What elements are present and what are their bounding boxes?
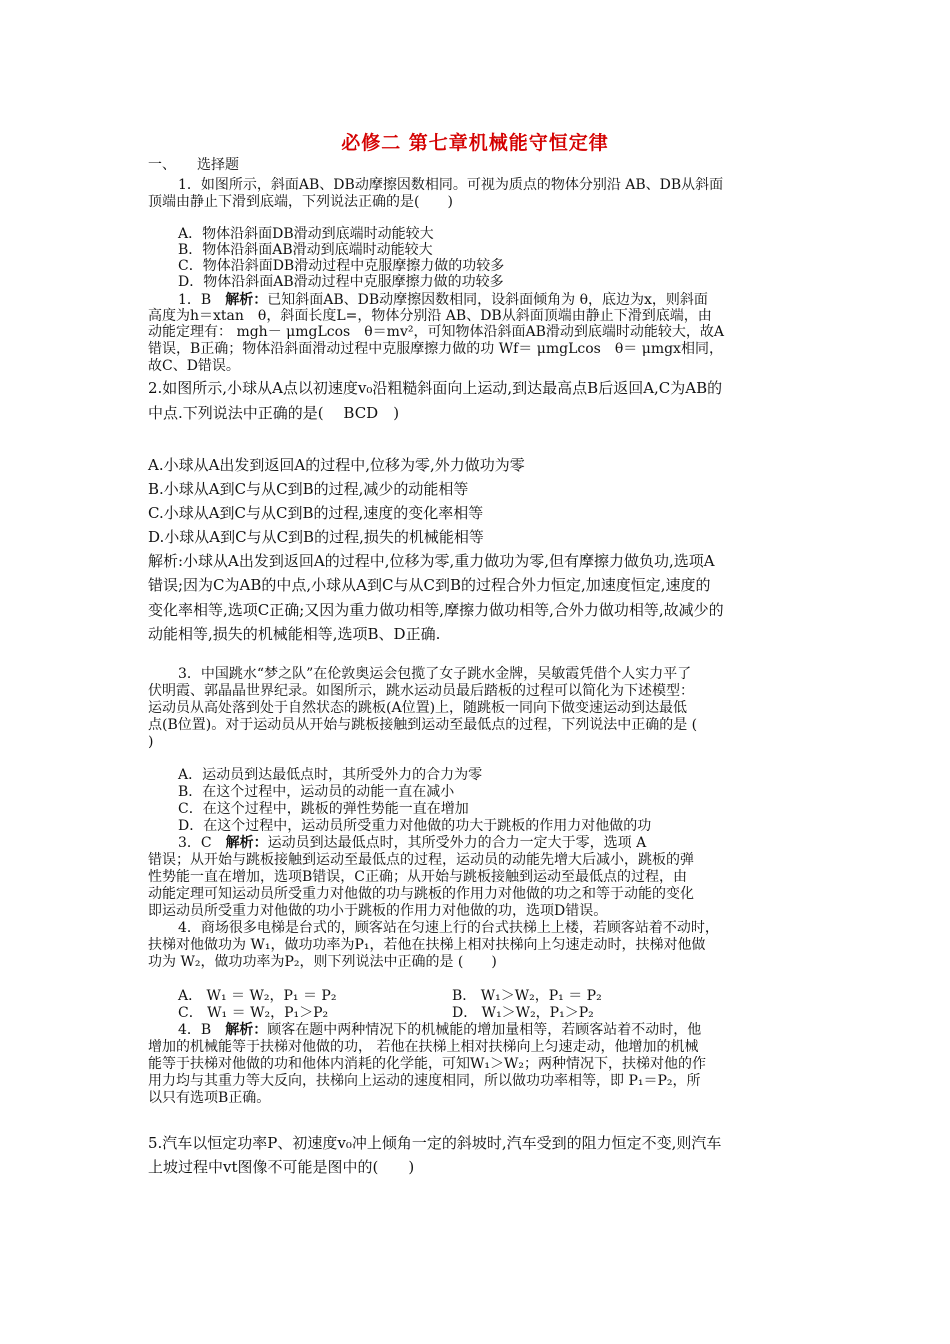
q3-line-3: 运动员从高处落到处于自然状态的跳板(A位置)上，随跳板一同向下做变速运动到达最低 [148, 700, 688, 716]
q1-option-a: A．物体沿斜面DB滑动到底端时动能较大 [178, 226, 434, 242]
q1-answer-line-2: 高度为h＝xtan θ，斜面长度L=，物体分别沿 AB、DB从斜面顶端由静止下滑到底端，由 [148, 308, 712, 324]
q1-option-b: B．物体沿斜面AB滑动到底端时动能较大 [178, 242, 433, 258]
q3-answer-line-3: 性势能一直在增加，选项B错误，C正确；从开始与跳板接触到运动至最低点的过程，由 [148, 869, 687, 885]
q3-answer-text: 运动员到达最低点时，其所受外力的合力一定大于零，选项 A [267, 835, 647, 851]
section-heading: 一、 选择题 [148, 157, 239, 173]
q3-line-2: 伏明霞、郭晶晶世界纪录。如图所示，跳水运动员最后踏板的过程可以简化为下述模型： [148, 683, 694, 699]
q4-answer-line-5: 以只有选项B正确。 [148, 1090, 271, 1106]
q2-option-c: C.小球从A到C与从C到B的过程,速度的变化率相等 [148, 504, 484, 522]
q1-line-2: 顶端由静止下滑到底端，下列说法正确的是( ) [148, 194, 453, 210]
q1-answer-line-3: 动能定理有： mgh－ μmgLcos θ＝mv²，可知物体沿斜面AB滑动到底端时动能较大，故A [148, 324, 724, 340]
q3-option-a: A．运动员到达最低点时，其所受外力的合力为零 [178, 767, 483, 783]
q4-option-c: C． W₁ ＝ W₂，P₁＞P₂ [178, 1005, 329, 1021]
q1-answer-line-5: 故C、D错误。 [148, 358, 240, 374]
q4-answer-line-3: 能等于扶梯对他做的功和他体内消耗的化学能，可知W₁＞W₂；两种情况下，扶梯对他的作 [148, 1056, 707, 1072]
q2-option-d: D.小球从A到C与从C到B的过程,损失的机械能相等 [148, 528, 484, 546]
q2-analysis-line-2: 错误;因为C为AB的中点,小球从A到C与从C到B的过程合外力恒定,加速度恒定,速度的 [148, 576, 711, 594]
q2-analysis-line-1: 解析:小球从A出发到返回A的过程中,位移为零,重力做功为零,但有摩擦力做负功,选项A [148, 552, 715, 570]
q1-line-1: 1．如图所示，斜面AB、DB动摩擦因数相同。可视为质点的物体分别沿 AB、DB从斜面 [178, 177, 724, 193]
q3-answer-line-2: 错误；从开始与跳板接触到运动至最低点的过程，运动员的动能先增大后减小，跳板的弹 [148, 852, 694, 868]
q2-option-b: B.小球从A到C与从C到B的过程,减少的动能相等 [148, 480, 469, 498]
q1-option-c: C．物体沿斜面DB滑动过程中克服摩擦力做的功较多 [178, 258, 505, 274]
q1-answer-line-4: 错误，B正确；物体沿斜面滑动过程中克服摩擦力做的功 Wf＝ μmgLcos θ＝ μmgx相同， [148, 341, 723, 357]
q3-line-1: 3．中国跳水“梦之队”在伦敦奥运会包揽了女子跳水金牌，吴敏霞凭借个人实力平了 [178, 666, 692, 682]
q4-answer-line-4: 用力均与其重力等大反向，扶梯向上运动的速度相同，所以做功功率相等，即 P₁＝P₂，所 [148, 1073, 701, 1089]
q5-line-1: 5.汽车以恒定功率P、初速度v₀冲上倾角一定的斜坡时,汽车受到的阻力恒定不变,则汽车 [148, 1134, 722, 1152]
q3-line-5: ) [148, 734, 154, 750]
q1-option-d: D．物体沿斜面AB滑动过程中克服摩擦力做的功较多 [178, 274, 504, 290]
q4-answer-bold: 解析： [225, 1022, 268, 1038]
q2-analysis-line-4: 动能相等,损失的机械能相等,选项B、D正确. [148, 625, 441, 643]
q3-line-4: 点(B位置)。对于运动员从开始与跳板接触到运动至最低点的过程，下列说法中正确的是 ( [148, 717, 698, 733]
q4-line-1: 4．商场很多电梯是台式的，顾客站在匀速上行的台式扶梯上上楼，若顾客站着不动时， [178, 920, 719, 936]
q4-answer-label: 4．B [178, 1022, 226, 1038]
q4-option-d: D． W₁＞W₂，P₁＞P₂ [452, 1005, 594, 1021]
q1-answer-line-1 [178, 292, 708, 308]
q1-answer-bold: 解析： [225, 292, 268, 308]
q3-answer-line-4: 动能定理可知运动员所受重力对他做的功与跳板的作用力对他做的功之和等于动能的变化 [148, 886, 694, 902]
q3-answer-label: 3．C [178, 835, 226, 851]
q4-line-2: 扶梯对他做功为 W₁，做功功率为P₁，若他在扶梯上相对扶梯向上匀速走动时，扶梯对他做 [148, 937, 706, 953]
q2-line-1: 2.如图所示,小球从A点以初速度v₀沿粗糙斜面向上运动,到达最高点B后返回A,C为AB的 [148, 379, 723, 397]
q5-line-2: 上坡过程中vt图像不可能是图中的( ) [148, 1158, 415, 1176]
q3-answer-line-1 [178, 835, 646, 851]
q4-line-3: 功为 W₂，做功功率为P₂，则下列说法中正确的是 ( ) [148, 954, 497, 970]
q1-answer-text: 已知斜面AB、DB动摩擦因数相同，设斜面倾角为 θ，底边为x，则斜面 [267, 292, 708, 308]
q2-option-a: A.小球从A出发到返回A的过程中,位移为零,外力做功为零 [148, 456, 525, 474]
q4-answer-text: 顾客在题中两种情况下的机械能的增加量相等，若顾客站着不动时，他 [267, 1022, 702, 1038]
q4-answer-line-2: 增加的机械能等于扶梯对他做的功， 若他在扶梯上相对扶梯向上匀速走动，他增加的机械 [148, 1039, 699, 1055]
q3-answer-bold: 解析： [225, 835, 268, 851]
q3-answer-line-5: 即运动员所受重力对他做的功小于跳板的作用力对他做的功，选项D错误。 [148, 903, 608, 919]
q2-line-2: 中点.下列说法中正确的是( BCD ) [148, 404, 400, 422]
page-title: 必修二 第七章机械能守恒定律 [341, 132, 609, 154]
q4-option-a: A． W₁ ＝ W₂，P₁ ＝ P₂ [178, 988, 337, 1004]
q4-answer-line-1 [178, 1022, 701, 1038]
q3-option-b: B．在这个过程中，运动员的动能一直在减小 [178, 784, 455, 800]
q3-option-d: D．在这个过程中，运动员所受重力对他做的功大于跳板的作用力对他做的功 [178, 818, 652, 834]
q2-analysis-line-3: 变化率相等,选项C正确;又因为重力做功相等,摩擦力做功相等,合外力做功相等,故减少的 [148, 601, 724, 619]
q3-option-c: C．在这个过程中，跳板的弹性势能一直在增加 [178, 801, 469, 817]
q4-option-b: B． W₁＞W₂，P₁ ＝ P₂ [452, 988, 602, 1004]
q1-answer-label: 1．B [178, 292, 226, 308]
